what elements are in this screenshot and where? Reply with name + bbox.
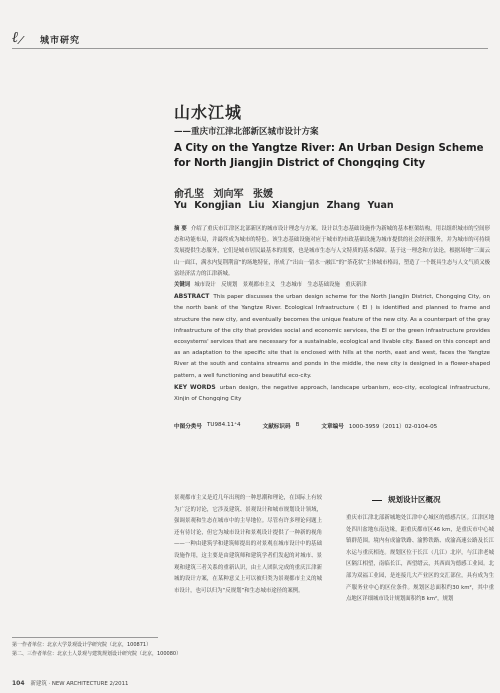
doc-code-value: B: [295, 422, 300, 428]
keywords-en-text: urban design, the negative approach, landscape urbanism, eco-city, ecological infrastructure, Xinjin of Chongqing City: [174, 384, 490, 403]
abstract-cn: [174, 224, 490, 280]
abstract-block: [174, 224, 490, 405]
journal-name: 新建筑 · NEW ARCHITECTURE 2/2011: [30, 681, 129, 687]
footnote: 第二、三作者单位：北京土人景观与建筑规划设计研究院（北京，100080）: [12, 651, 182, 658]
section-heading: [372, 494, 441, 505]
author-en: Zhang Yuan: [326, 200, 394, 211]
doc-code-label: 文献标识码: [262, 424, 291, 430]
section-label: 城市研究: [40, 35, 81, 46]
body-left-column: 景观都市主义是近几年出现的一种思潮和理论，在国际上有较为广泛的讨论，它涉及建筑、景观设计和城市规划设计领域，强调景观和生态在城市中的主导地位。尽管有许多理论问题上还有待讨论，但它为城市设计和景观设计提供了一种新的视角——一种由建筑学和建筑师提出的对景观在城市设计中的基础设施作用，这主要是由建筑师和建筑学者们发起的对城市、景观和建筑三者关系的重新认识，由土人团队完成的重庆江津新城的设计方案，在某种意义上可以被归类为景观都市主义的城市设计，也可以归为“反规划”和生态城市途径的案例。: [174, 495, 322, 594]
article-title-en: A City on the Yangtze River: An Urban Design Scheme for North Jiangjin District of Chongqing City: [174, 143, 484, 169]
header-divider: [12, 48, 488, 49]
clc-label: 中图分类号: [174, 424, 202, 430]
article-id-label: 文章编号: [321, 424, 344, 430]
footnote-divider: [12, 637, 158, 638]
keywords-cn: [174, 280, 490, 291]
keywords-en-label: KEY WORDS: [174, 383, 216, 391]
author-en: Yu Kongjian: [174, 200, 242, 211]
page-number: 104: [12, 679, 25, 687]
section-heading-text: 规划设计区概况: [388, 495, 441, 504]
author-cn: 俞孔坚: [174, 189, 204, 200]
heading-dash: [372, 500, 382, 501]
abstract-cn-label: 摘 要: [174, 226, 187, 232]
keywords-cn-text: 城市设计 反规划 景观都市主义 生态城市 生态基础设施 重庆新津: [194, 282, 367, 289]
keywords-en: [174, 382, 490, 405]
abstract-cn-text: 介绍了重庆市江津区北部新区的城市设计理念与方案。设计以生态基础设施作为新城的基本框架结构，用以组织城市的空间形态和功能布局，并最终成为城市的特色。该生态基础设施对应于城市的市政基础设施为城市提供的社会经济服务，并为城市的可持续发展提供生态服务，它们是城市居民最基本的需要，也是城市生态与人文特质的基本保障。基于这一理念和方法论，根据场地“三面云山一面江，满水内复荆荆富”的场地特征，形成了“出山一留水一融江”的“荼花状”主体城市格局，塑造了一个既具生态与人文气质又极富经济活力的江津新城。: [174, 226, 490, 277]
authors-cn: [174, 185, 273, 200]
article-id-value: 1000-3959（2011）02-0104-05: [348, 424, 438, 430]
article-subtitle-cn: ——重庆市江津北部新区城市设计方案: [174, 127, 319, 137]
abstract-en-label: ABSTRACT: [174, 293, 210, 301]
footnote: 第一作者单位：北京大学景观设计学研究院（北京，100871）: [12, 642, 152, 648]
page-footer: [12, 679, 128, 687]
journal-logo: ℓ ⁄: [12, 28, 22, 47]
abstract-en-text: This paper discusses the urban design scheme for the North Jiangjin District, Chongqing City, on the north bank of the Yangtze River. Ecological Infrastructure ( EI ) is identified and planned to frame and structure the new city, and eventually becomes the unique feature of the new city. As a counterpart of the gray infrastructure of the city that provides social and economic services, the EI or the green infrastructure provides ecosystems' services that are necessary for a sustainable, ecological and livable city. Based on this concept and as an adaptation to the specific site that is enclosed with hills at the north, east and west, faces the Yangtze River at the south and contains streams and ponds in the middle, the new city is designed in a flower-shaped pattern, a well functioning and beautiful eco-city.: [174, 294, 490, 379]
abstract-en: [174, 291, 490, 382]
footnotes: [12, 641, 181, 659]
page-header: [12, 30, 80, 48]
keywords-cn-label: 关键词: [174, 282, 191, 289]
article-title-cn: 山水江城: [174, 103, 243, 122]
authors-en: [174, 200, 394, 211]
classification-line: [174, 422, 490, 430]
author-cn: 刘向军: [213, 189, 244, 200]
author-cn: 张媛: [252, 189, 273, 200]
author-en: Liu Xiangjun: [248, 200, 320, 211]
clc-value: TU984.11⁺4: [206, 422, 241, 428]
body-right-column: 重庆市江津北部新城地处江津中心城区的德感片区。江津区地处四川盆地东南边缘，距重庆都市区46 km，是重庆市中心城镇群范围。境内有成渝铁路、渝黔铁路、成渝高速公路及长江水运与重庆相连。规划区位于长江（几江）北岸，与江津老城区隔江相望，南临长江，西望缙云，其西面为德感工业园。北部为双福工业园，是连接几大产业区的交汇部位，具有成为生产服务业中心的区位条件。规划区总面积约30 km²，其中重点地区详细城市设计规划面积约8 km²，规划: [346, 515, 494, 603]
